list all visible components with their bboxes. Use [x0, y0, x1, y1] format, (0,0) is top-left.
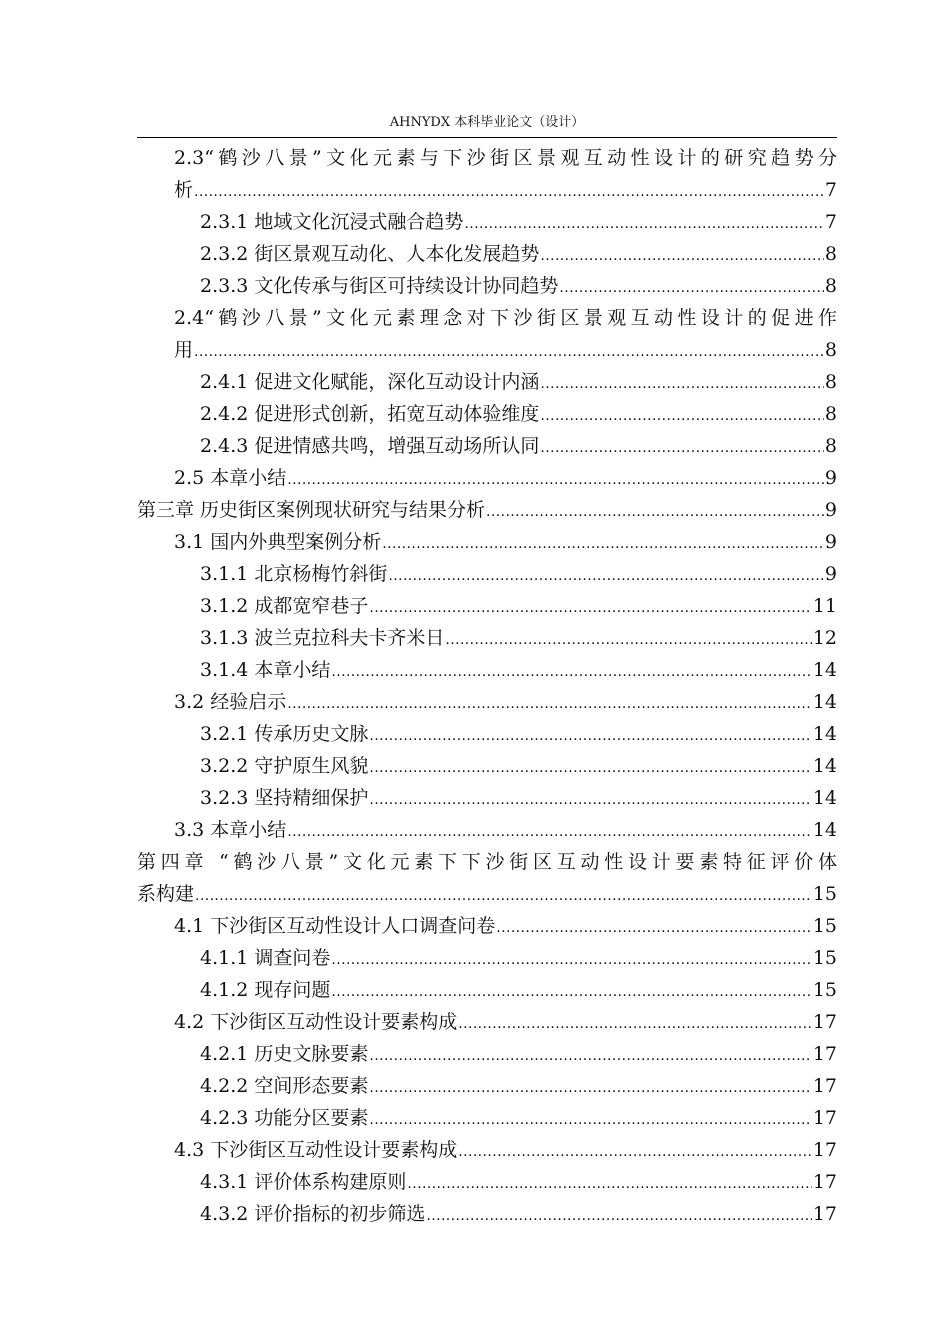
toc-leader-dots	[458, 1136, 812, 1168]
toc-leader-dots	[369, 592, 811, 624]
toc-entry-title: 3.2 经验启示	[174, 691, 287, 713]
toc-page-number: 9	[824, 531, 837, 553]
toc-entry[interactable]	[137, 398, 837, 430]
toc-page-number: 8	[824, 403, 837, 425]
toc-entry-title-line2: 系构建	[137, 883, 195, 905]
toc-page-number: 14	[812, 787, 837, 809]
toc-leader-dots	[331, 656, 811, 688]
toc-page-number: 9	[824, 467, 837, 489]
toc-page-number: 8	[824, 435, 837, 457]
toc-entry-title: 4.2.3 功能分区要素	[200, 1107, 369, 1129]
header-rule	[137, 137, 837, 138]
toc-entry-title: 3.1.3 波兰克拉科夫卡齐米日	[200, 627, 445, 649]
toc-page-number: 7	[824, 211, 837, 233]
toc-page-number: 12	[812, 627, 837, 649]
toc-entry[interactable]	[137, 270, 837, 302]
toc-entry-title: 2.3.2 街区景观互动化、人本化发展趋势	[200, 243, 540, 265]
toc-page-number: 14	[812, 691, 837, 713]
toc-entry[interactable]	[137, 526, 837, 558]
toc-page-number: 8	[824, 243, 837, 265]
toc-leader-dots	[331, 944, 811, 976]
toc-entry[interactable]	[137, 238, 837, 270]
toc-leader-dots	[195, 880, 812, 912]
toc-entry-title-line1: 2.3“鹤沙八景”文化元素与下沙街区景观互动性设计的研究趋势分	[174, 147, 837, 169]
table-of-contents	[137, 142, 837, 1230]
toc-entry-title: 2.4.1 促进文化赋能，深化互动设计内涵	[200, 371, 540, 393]
toc-entry-title: 4.2.2 空间形态要素	[200, 1075, 369, 1097]
toc-entry[interactable]	[137, 974, 837, 1006]
toc-leader-dots	[369, 1072, 811, 1104]
toc-entry[interactable]	[137, 910, 837, 942]
toc-leader-dots	[458, 1008, 812, 1040]
toc-entry-title: 4.3.2 评价指标的初步筛选	[200, 1203, 426, 1225]
toc-leader-dots	[194, 176, 824, 208]
toc-page-number: 17	[812, 1203, 837, 1225]
toc-entry-title: 2.4.3 促进情感共鸣，增强互动场所认同	[200, 435, 540, 457]
toc-page-number: 17	[812, 1075, 837, 1097]
toc-entry-title: 4.2 下沙街区互动性设计要素构成	[174, 1011, 458, 1033]
toc-page-number: 15	[812, 979, 837, 1001]
toc-leader-dots	[540, 240, 824, 272]
toc-page-number: 15	[812, 883, 837, 905]
toc-entry-title: 4.3 下沙街区互动性设计要素构成	[174, 1139, 458, 1161]
toc-page-number: 17	[812, 1139, 837, 1161]
toc-page-number: 17	[812, 1011, 837, 1033]
toc-entry-title: 4.3.1 评价体系构建原则	[200, 1171, 407, 1193]
toc-entry-title: 2.4.2 促进形式创新，拓宽互动体验维度	[200, 403, 540, 425]
toc-entry-title: 3.1.4 本章小结	[200, 659, 331, 681]
toc-entry[interactable]	[137, 1198, 837, 1230]
toc-leader-dots	[369, 784, 811, 816]
toc-leader-dots	[194, 336, 824, 368]
toc-page-number: 14	[812, 659, 837, 681]
toc-entry-title: 4.1.1 调查问卷	[200, 947, 331, 969]
toc-leader-dots	[540, 432, 824, 464]
toc-entry[interactable]	[137, 302, 837, 366]
toc-entry[interactable]	[137, 686, 837, 718]
toc-entry-title-line2: 用	[174, 339, 194, 361]
toc-entry[interactable]	[137, 1070, 837, 1102]
toc-entry-title: 4.1 下沙街区互动性设计人口调查问卷	[174, 915, 496, 937]
toc-entry-title: 2.5 本章小结	[174, 467, 287, 489]
toc-entry[interactable]	[137, 1134, 837, 1166]
toc-leader-dots	[369, 720, 811, 752]
toc-entry[interactable]	[137, 462, 837, 494]
toc-entry[interactable]	[137, 942, 837, 974]
toc-leader-dots	[407, 1168, 811, 1200]
toc-page-number: 14	[812, 819, 837, 841]
toc-entry-title: 3.2.2 守护原生风貌	[200, 755, 369, 777]
toc-page-number: 17	[812, 1171, 837, 1193]
toc-leader-dots	[388, 560, 824, 592]
toc-entry[interactable]	[137, 430, 837, 462]
toc-entry-title: 4.1.2 现存问题	[200, 979, 331, 1001]
toc-entry[interactable]	[137, 206, 837, 238]
toc-entry-title: 2.3.1 地域文化沉浸式融合趋势	[200, 211, 464, 233]
page-header	[137, 114, 837, 132]
toc-entry[interactable]	[137, 718, 837, 750]
toc-leader-dots	[382, 528, 824, 560]
toc-leader-dots	[445, 624, 811, 656]
toc-entry-title-line2: 析	[174, 179, 194, 201]
toc-entry[interactable]	[137, 494, 837, 526]
toc-entry[interactable]	[137, 1038, 837, 1070]
toc-leader-dots	[287, 464, 824, 496]
toc-leader-dots	[540, 400, 824, 432]
toc-page-number: 15	[812, 947, 837, 969]
toc-entry[interactable]	[137, 1166, 837, 1198]
toc-entry[interactable]	[137, 142, 837, 206]
toc-entry[interactable]	[137, 558, 837, 590]
toc-entry[interactable]	[137, 846, 837, 910]
toc-entry[interactable]	[137, 1102, 837, 1134]
toc-page-number: 15	[812, 915, 837, 937]
toc-entry-title: 3.1.2 成都宽窄巷子	[200, 595, 369, 617]
toc-page-number: 9	[824, 563, 837, 585]
toc-page-number: 8	[824, 275, 837, 297]
toc-entry-title: 3.1 国内外典型案例分析	[174, 531, 382, 553]
toc-leader-dots	[369, 1040, 811, 1072]
toc-leader-dots	[287, 688, 812, 720]
toc-entry-title: 第三章 历史街区案例现状研究与结果分析	[137, 499, 486, 521]
toc-leader-dots	[496, 912, 812, 944]
toc-page-number: 11	[812, 595, 837, 617]
toc-leader-dots	[540, 368, 824, 400]
toc-page-number: 17	[812, 1107, 837, 1129]
toc-leader-dots	[464, 208, 824, 240]
toc-entry-title: 3.2.1 传承历史文脉	[200, 723, 369, 745]
toc-page-number: 8	[824, 371, 837, 393]
toc-entry[interactable]	[137, 782, 837, 814]
header-title: AHNYDX 本科毕业论文（设计）	[389, 115, 585, 130]
toc-leader-dots	[486, 496, 824, 528]
toc-page-number: 17	[812, 1043, 837, 1065]
toc-entry-title: 3.1.1 北京杨梅竹斜街	[200, 563, 388, 585]
toc-page-number: 14	[812, 755, 837, 777]
toc-leader-dots	[331, 976, 811, 1008]
toc-leader-dots	[559, 272, 824, 304]
toc-entry[interactable]	[137, 1006, 837, 1038]
toc-page-number: 8	[824, 339, 837, 361]
toc-entry-title: 3.2.3 坚持精细保护	[200, 787, 369, 809]
toc-entry-title-line1: 第四章 “鹤沙八景”文化元素下下沙街区互动性设计要素特征评价体	[137, 851, 837, 873]
toc-page-number: 7	[824, 179, 837, 201]
toc-entry[interactable]	[137, 814, 837, 846]
toc-entry-title-line1: 2.4“鹤沙八景”文化元素理念对下沙街区景观互动性设计的促进作	[174, 307, 837, 329]
toc-entry[interactable]	[137, 366, 837, 398]
toc-entry[interactable]	[137, 750, 837, 782]
toc-entry[interactable]	[137, 622, 837, 654]
toc-page-number: 9	[824, 499, 837, 521]
toc-entry[interactable]	[137, 654, 837, 686]
toc-leader-dots	[369, 752, 811, 784]
toc-entry-title: 3.3 本章小结	[174, 819, 287, 841]
toc-page-number: 14	[812, 723, 837, 745]
toc-entry-title: 2.3.3 文化传承与街区可持续设计协同趋势	[200, 275, 559, 297]
toc-entry-title: 4.2.1 历史文脉要素	[200, 1043, 369, 1065]
toc-leader-dots	[426, 1200, 811, 1232]
toc-leader-dots	[369, 1104, 811, 1136]
toc-entry[interactable]	[137, 590, 837, 622]
toc-leader-dots	[287, 816, 812, 848]
